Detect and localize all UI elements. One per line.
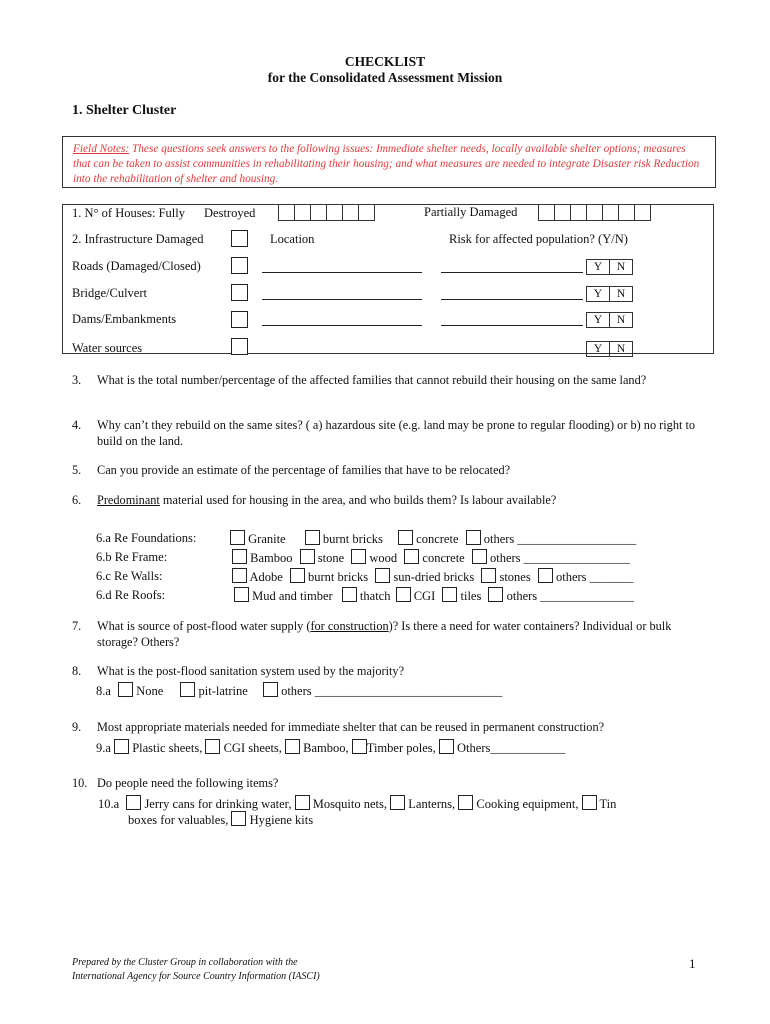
no-option[interactable]: N — [609, 286, 633, 302]
question-8 — [72, 664, 712, 680]
option-label: Plastic sheets, — [132, 741, 203, 755]
row-dams-checkbox[interactable] — [231, 311, 248, 330]
option-label: pit-latrine — [198, 684, 248, 698]
option-label: stone — [317, 551, 345, 565]
q6b-label: 6.b Re Frame: — [96, 550, 168, 564]
no-option[interactable]: N — [609, 312, 633, 328]
question-10 — [72, 776, 712, 792]
q6b-options — [232, 549, 630, 566]
question-number: 3. — [72, 373, 82, 387]
question-text: material used for housing in the area, and who builds them? Is labour available? — [159, 493, 557, 507]
option-label: concrete — [416, 532, 459, 546]
risk-header: Risk for affected population? (Y/N) — [449, 232, 628, 246]
option-label: Timber poles, — [366, 741, 436, 755]
footer-line-1: Prepared by the Cluster Group in collaboration with the — [72, 957, 298, 968]
option-label: CGI sheets, — [223, 741, 282, 755]
option-label: thatch — [359, 589, 391, 603]
question-6 — [72, 493, 712, 509]
row-water-label: Water sources — [72, 341, 143, 355]
q10a-options — [98, 795, 616, 812]
checkbox[interactable] — [404, 549, 419, 564]
option-label: sun-dried bricks — [393, 570, 475, 584]
checkbox[interactable] — [538, 568, 553, 583]
infrastructure-table — [62, 204, 714, 354]
q6c-options — [232, 568, 633, 585]
row-dams-risk-field[interactable] — [441, 325, 583, 326]
no-option[interactable]: N — [609, 341, 633, 357]
checkbox[interactable] — [375, 568, 390, 583]
q6a-label: 6.a Re Foundations: — [96, 531, 197, 545]
infrastructure-label: 2. Infrastructure Damaged — [72, 232, 204, 246]
checkbox[interactable] — [205, 739, 220, 754]
q6a-options — [230, 530, 636, 547]
q6d-options — [234, 587, 634, 604]
question-number: 4. — [72, 418, 82, 432]
infrastructure-checkbox[interactable] — [231, 230, 248, 249]
question-4 — [72, 418, 712, 450]
checkbox[interactable] — [118, 682, 133, 697]
partially-damaged-count-boxes[interactable] — [538, 204, 650, 221]
option-label: Bamboo, — [303, 741, 349, 755]
question-underlined: Predominant — [97, 493, 160, 507]
option-label: Granite — [248, 532, 286, 546]
row-roads-yn[interactable] — [586, 259, 632, 275]
destroyed-label: Destroyed — [204, 206, 256, 220]
checkbox[interactable] — [488, 587, 503, 602]
option-label: stones — [499, 570, 531, 584]
q10a-options-cont — [128, 811, 313, 828]
option-number: 10.a — [98, 797, 120, 811]
option-label: Jerry cans for drinking water, — [144, 797, 292, 811]
row-roads-location-field[interactable] — [262, 272, 422, 273]
no-option[interactable]: N — [609, 259, 633, 275]
checkbox[interactable] — [439, 739, 454, 754]
question-text: What is the total number/percentage of the affected families that cannot rebuild their housing on the same land? — [97, 373, 647, 387]
yes-option[interactable]: Y — [586, 259, 610, 275]
question-text: Why can’t they rebuild on the same sites? ( a) hazardous site (e.g. land may be prone to regular flooding) or b) no right to build on the land. — [97, 418, 696, 448]
question-underlined: for construction — [310, 619, 389, 633]
checkbox[interactable] — [442, 587, 457, 602]
row-water-yn[interactable] — [586, 341, 632, 357]
option-label: concrete — [422, 551, 465, 565]
q9a-options — [96, 739, 565, 756]
checkbox[interactable] — [481, 568, 496, 583]
option-label: others _______________ — [506, 589, 635, 603]
checkbox[interactable] — [342, 587, 357, 602]
question-text: What is the post-flood sanitation system used by the majority? — [97, 664, 405, 678]
question-number: 5. — [72, 463, 82, 477]
option-label: Tin — [599, 797, 617, 811]
question-3 — [72, 373, 712, 405]
field-notes-label: Field Notes: — [73, 143, 130, 155]
row-bridge-risk-field[interactable] — [441, 299, 583, 300]
q6d-label: 6.d Re Roofs: — [96, 588, 166, 602]
row-bridge-yn[interactable] — [586, 286, 632, 302]
yes-option[interactable]: Y — [586, 312, 610, 328]
checkbox[interactable] — [390, 795, 405, 810]
option-label: Adobe — [249, 570, 283, 584]
question-number: 6. — [72, 493, 82, 507]
checkbox[interactable] — [352, 739, 367, 754]
option-label: others _________________ — [489, 551, 630, 565]
checkbox[interactable] — [232, 568, 247, 583]
checkbox[interactable] — [126, 795, 141, 810]
q8a-options — [96, 682, 502, 699]
option-label: others ______________________________ — [281, 684, 503, 698]
checkbox[interactable] — [285, 739, 300, 754]
checkbox[interactable] — [290, 568, 305, 583]
partially-damaged-label: Partially Damaged — [424, 205, 518, 219]
footer-line-2: International Agency for Source Country Information (IASCI) — [72, 971, 320, 982]
option-label: Cooking equipment, — [476, 797, 579, 811]
option-label: Mud and timber — [252, 589, 333, 603]
option-label: tiles — [460, 589, 482, 603]
question-number: 7. — [72, 619, 82, 633]
row-dams-location-field[interactable] — [262, 325, 422, 326]
document-title: CHECKLIST — [344, 54, 426, 69]
row-roads-risk-field[interactable] — [441, 272, 583, 273]
checkbox[interactable] — [114, 739, 129, 754]
row-roads-label: Roads (Damaged/Closed) — [72, 259, 201, 273]
yes-option[interactable]: Y — [586, 286, 610, 302]
checkbox[interactable] — [295, 795, 310, 810]
option-label: Hygiene kits — [249, 813, 314, 827]
checkbox[interactable] — [232, 549, 247, 564]
row-roads-checkbox[interactable] — [231, 257, 248, 276]
checkbox[interactable] — [472, 549, 487, 564]
q6c-label: 6.c Re Walls: — [96, 569, 163, 583]
row-dams-yn[interactable] — [586, 312, 632, 328]
row-bridge-label: Bridge/Culvert — [72, 286, 147, 300]
row-bridge-location-field[interactable] — [262, 299, 422, 300]
option-label: burnt bricks — [322, 532, 383, 546]
option-label: None — [136, 684, 164, 698]
checkbox[interactable] — [300, 549, 315, 564]
document-subtitle: for the Consolidated Assessment Mission — [267, 70, 503, 85]
location-header: Location — [270, 232, 315, 246]
question-text-end: )? Is there a need for water containers? Individual or bulk storage? Others? — [97, 619, 672, 649]
question-9 — [72, 720, 712, 736]
row-dams-label: Dams/Embankments — [72, 312, 177, 326]
option-label: wood — [369, 551, 398, 565]
footer-credit — [72, 956, 320, 984]
option-label: Others____________ — [457, 741, 566, 755]
destroyed-count-boxes[interactable] — [278, 204, 374, 221]
question-7 — [72, 619, 712, 651]
field-notes-text: These questions seek answers to the following issues: Immediate shelter needs, locally available shelter options; measures that can be taken to assist communities in rehabilitating their housing; and what measures are needed to integrate Disaster risk Reduction into the rehabilitation of shelter and housing. — [73, 143, 700, 185]
checkbox[interactable] — [231, 811, 246, 826]
option-label: others _______ — [555, 570, 634, 584]
question-number: 10. — [72, 776, 88, 790]
checkbox[interactable] — [458, 795, 473, 810]
checkbox[interactable] — [396, 587, 411, 602]
checkbox[interactable] — [230, 530, 245, 545]
checkbox[interactable] — [180, 682, 195, 697]
option-label: Lanterns, — [408, 797, 456, 811]
checkbox[interactable] — [351, 549, 366, 564]
question-5 — [72, 463, 712, 479]
question-text: Can you provide an estimate of the percentage of families that have to be relocated? — [97, 463, 511, 477]
houses-label: 1. N° of Houses: Fully — [72, 206, 185, 220]
checkbox[interactable] — [398, 530, 413, 545]
option-label: CGI — [413, 589, 436, 603]
option-label: burnt bricks — [308, 570, 369, 584]
question-number: 9. — [72, 720, 82, 734]
option-label: Mosquito nets, — [312, 797, 388, 811]
checkbox[interactable] — [582, 795, 597, 810]
checkbox[interactable] — [305, 530, 320, 545]
option-label: others ___________________ — [483, 532, 637, 546]
yes-option[interactable]: Y — [586, 341, 610, 357]
question-text: What is source of post-flood water supply ( — [97, 619, 311, 633]
question-number: 8. — [72, 664, 82, 678]
checkbox[interactable] — [263, 682, 278, 697]
row-bridge-checkbox[interactable] — [231, 284, 248, 303]
field-notes-box — [62, 136, 716, 188]
checkbox[interactable] — [234, 587, 249, 602]
option-label: boxes for valuables, — [128, 813, 229, 827]
option-number: 8.a — [96, 684, 111, 698]
question-text: Do people need the following items? — [97, 776, 279, 790]
option-number: 9.a — [96, 741, 111, 755]
section-title: 1. Shelter Cluster — [72, 103, 177, 118]
question-text: Most appropriate materials needed for immediate shelter that can be reused in permanent construction? — [97, 720, 605, 734]
option-label: Bamboo — [250, 551, 293, 565]
checkbox[interactable] — [466, 530, 481, 545]
page-number: 1 — [689, 956, 696, 971]
row-water-checkbox[interactable] — [231, 338, 248, 357]
